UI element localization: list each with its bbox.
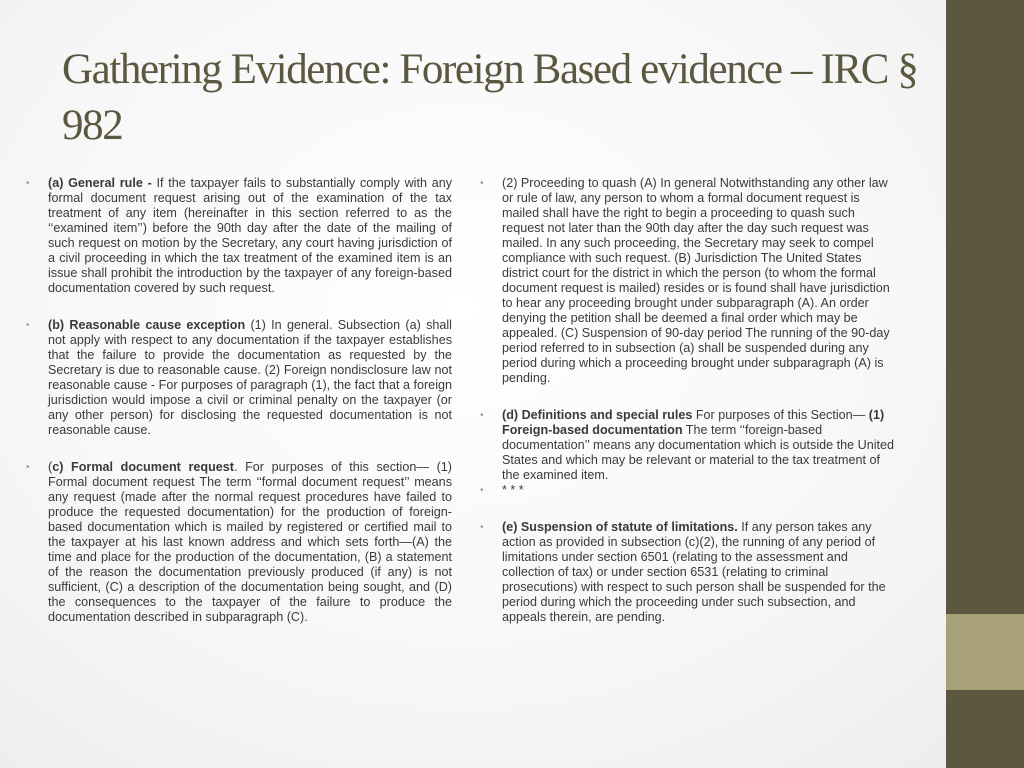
list-item-formal-request <box>26 460 452 625</box>
list-item-reasonable-cause <box>26 318 452 438</box>
item-label: (d) Definitions and special rules <box>502 408 693 422</box>
right-column <box>480 176 896 625</box>
item-prefix: ( <box>48 460 53 474</box>
sidebar-band <box>946 614 1024 690</box>
item-label-2: (1) Foreign-based documentation <box>502 408 885 437</box>
item-text: * * * <box>502 483 524 497</box>
item-label: (e) Suspension of statute of limitations. <box>502 520 738 534</box>
list-item-proceeding-to-quash <box>480 176 896 386</box>
slide-title: Gathering Evidence: Foreign Based evidence – IRC § 982 <box>62 46 918 149</box>
item-label: (b) Reasonable cause exception <box>48 318 246 332</box>
list-item-ellipsis <box>480 483 896 498</box>
item-text: (1) In general. Subsection (a) shall not apply with respect to any documentation if the taxpayer establishes that the failure to provide the documentation as requested by the Secretary is due to reasonable cause. (2) Foreign nondisclosure law not reasonable cause - For purposes of paragraph (1), the fact that a foreign jurisdiction would impose a civil or criminal penalty on the taxpayer (or any other person) for disclosing the requested documentation is not reasonable cause. <box>48 318 452 437</box>
bullet-icon: • <box>26 178 30 189</box>
list-item-suspension <box>480 520 896 625</box>
item-label: (a) General rule - <box>48 176 152 190</box>
sidebar-accent <box>946 0 1024 768</box>
item-text: If any person takes any action as provided in subsection (c)(2), the running of any period of limitations under section 6501 (relating to the assessment and collection of tax) or under section 6531 (relating to criminal prosecutions) with respect to such person shall be suspended for the period during which the proceeding under such subsection, and appeals therein, are pending. <box>502 520 886 624</box>
bullet-icon: • <box>26 320 30 331</box>
left-column <box>26 176 452 625</box>
list-item-general-rule <box>26 176 452 296</box>
item-text: If the taxpayer fails to substantially comply with any formal document request arising out of the examination of the tax treatment of any item (hereinafter in this section referred to as the ‘‘examined item’’) before the 90th day after the date of the mailing of such request on motion by the Secretary, any court having jurisdiction of a civil proceeding in which the tax treatment of the examined item is an issue shall prohibit the introduction by the taxpayer of any foreign-based documentation covered by such request. <box>48 176 452 295</box>
item-text: For purposes of this Section— <box>692 408 869 422</box>
list-item-definitions <box>480 408 896 483</box>
bullet-icon: • <box>480 178 484 189</box>
item-text: (2) Proceeding to quash (A) In general Notwithstanding any other law or rule of law, any person to whom a formal document request is mailed shall have the right to begin a proceeding to quash such request not later than the 90th day after the day such request was mailed. In any such proceeding, the Secretary may seek to compel compliance with such request. (B) Jurisdiction The United States district court for the district in which the person (to whom the formal document request is mailed) resides or is found shall have jurisdiction to hear any proceeding brought under subparagraph (A). An order denying the petition shall be deemed a final order which may be appealed. (C) Suspension of 90-day period The running of the 90-day period referred to in subsection (a) shall be suspended during any period during which a proceeding brought under subparagraph (A) is pending. <box>502 176 890 385</box>
item-text: . For purposes of this section— (1) Formal document request The term ‘‘formal document request’’ means any request (made after the normal request procedures have failed to produce the requested documentation) for the production of foreign-based documentation which is mailed by registered or certified mail to the taxpayer at his last known address and which sets forth—(A) the time and place for the production of the documentation, (B) a statement of the reason the documentation previously produced (if any) is not sufficient, (C) a description of the documentation being sought, and (D) the consequences to the taxpayer of the failure to produce the documentation described in subparagraph (C). <box>48 460 452 624</box>
bullet-icon: • <box>480 410 484 421</box>
bullet-icon: • <box>26 462 30 473</box>
bullet-icon: • <box>480 485 484 496</box>
item-text-2: The term ‘‘foreign-based documentation’’ means any documentation which is outside the United States and which may be relevant or material to the tax treatment of the examined item. <box>502 423 895 482</box>
item-label: c) Formal document request <box>52 460 234 474</box>
bullet-icon: • <box>480 522 484 533</box>
